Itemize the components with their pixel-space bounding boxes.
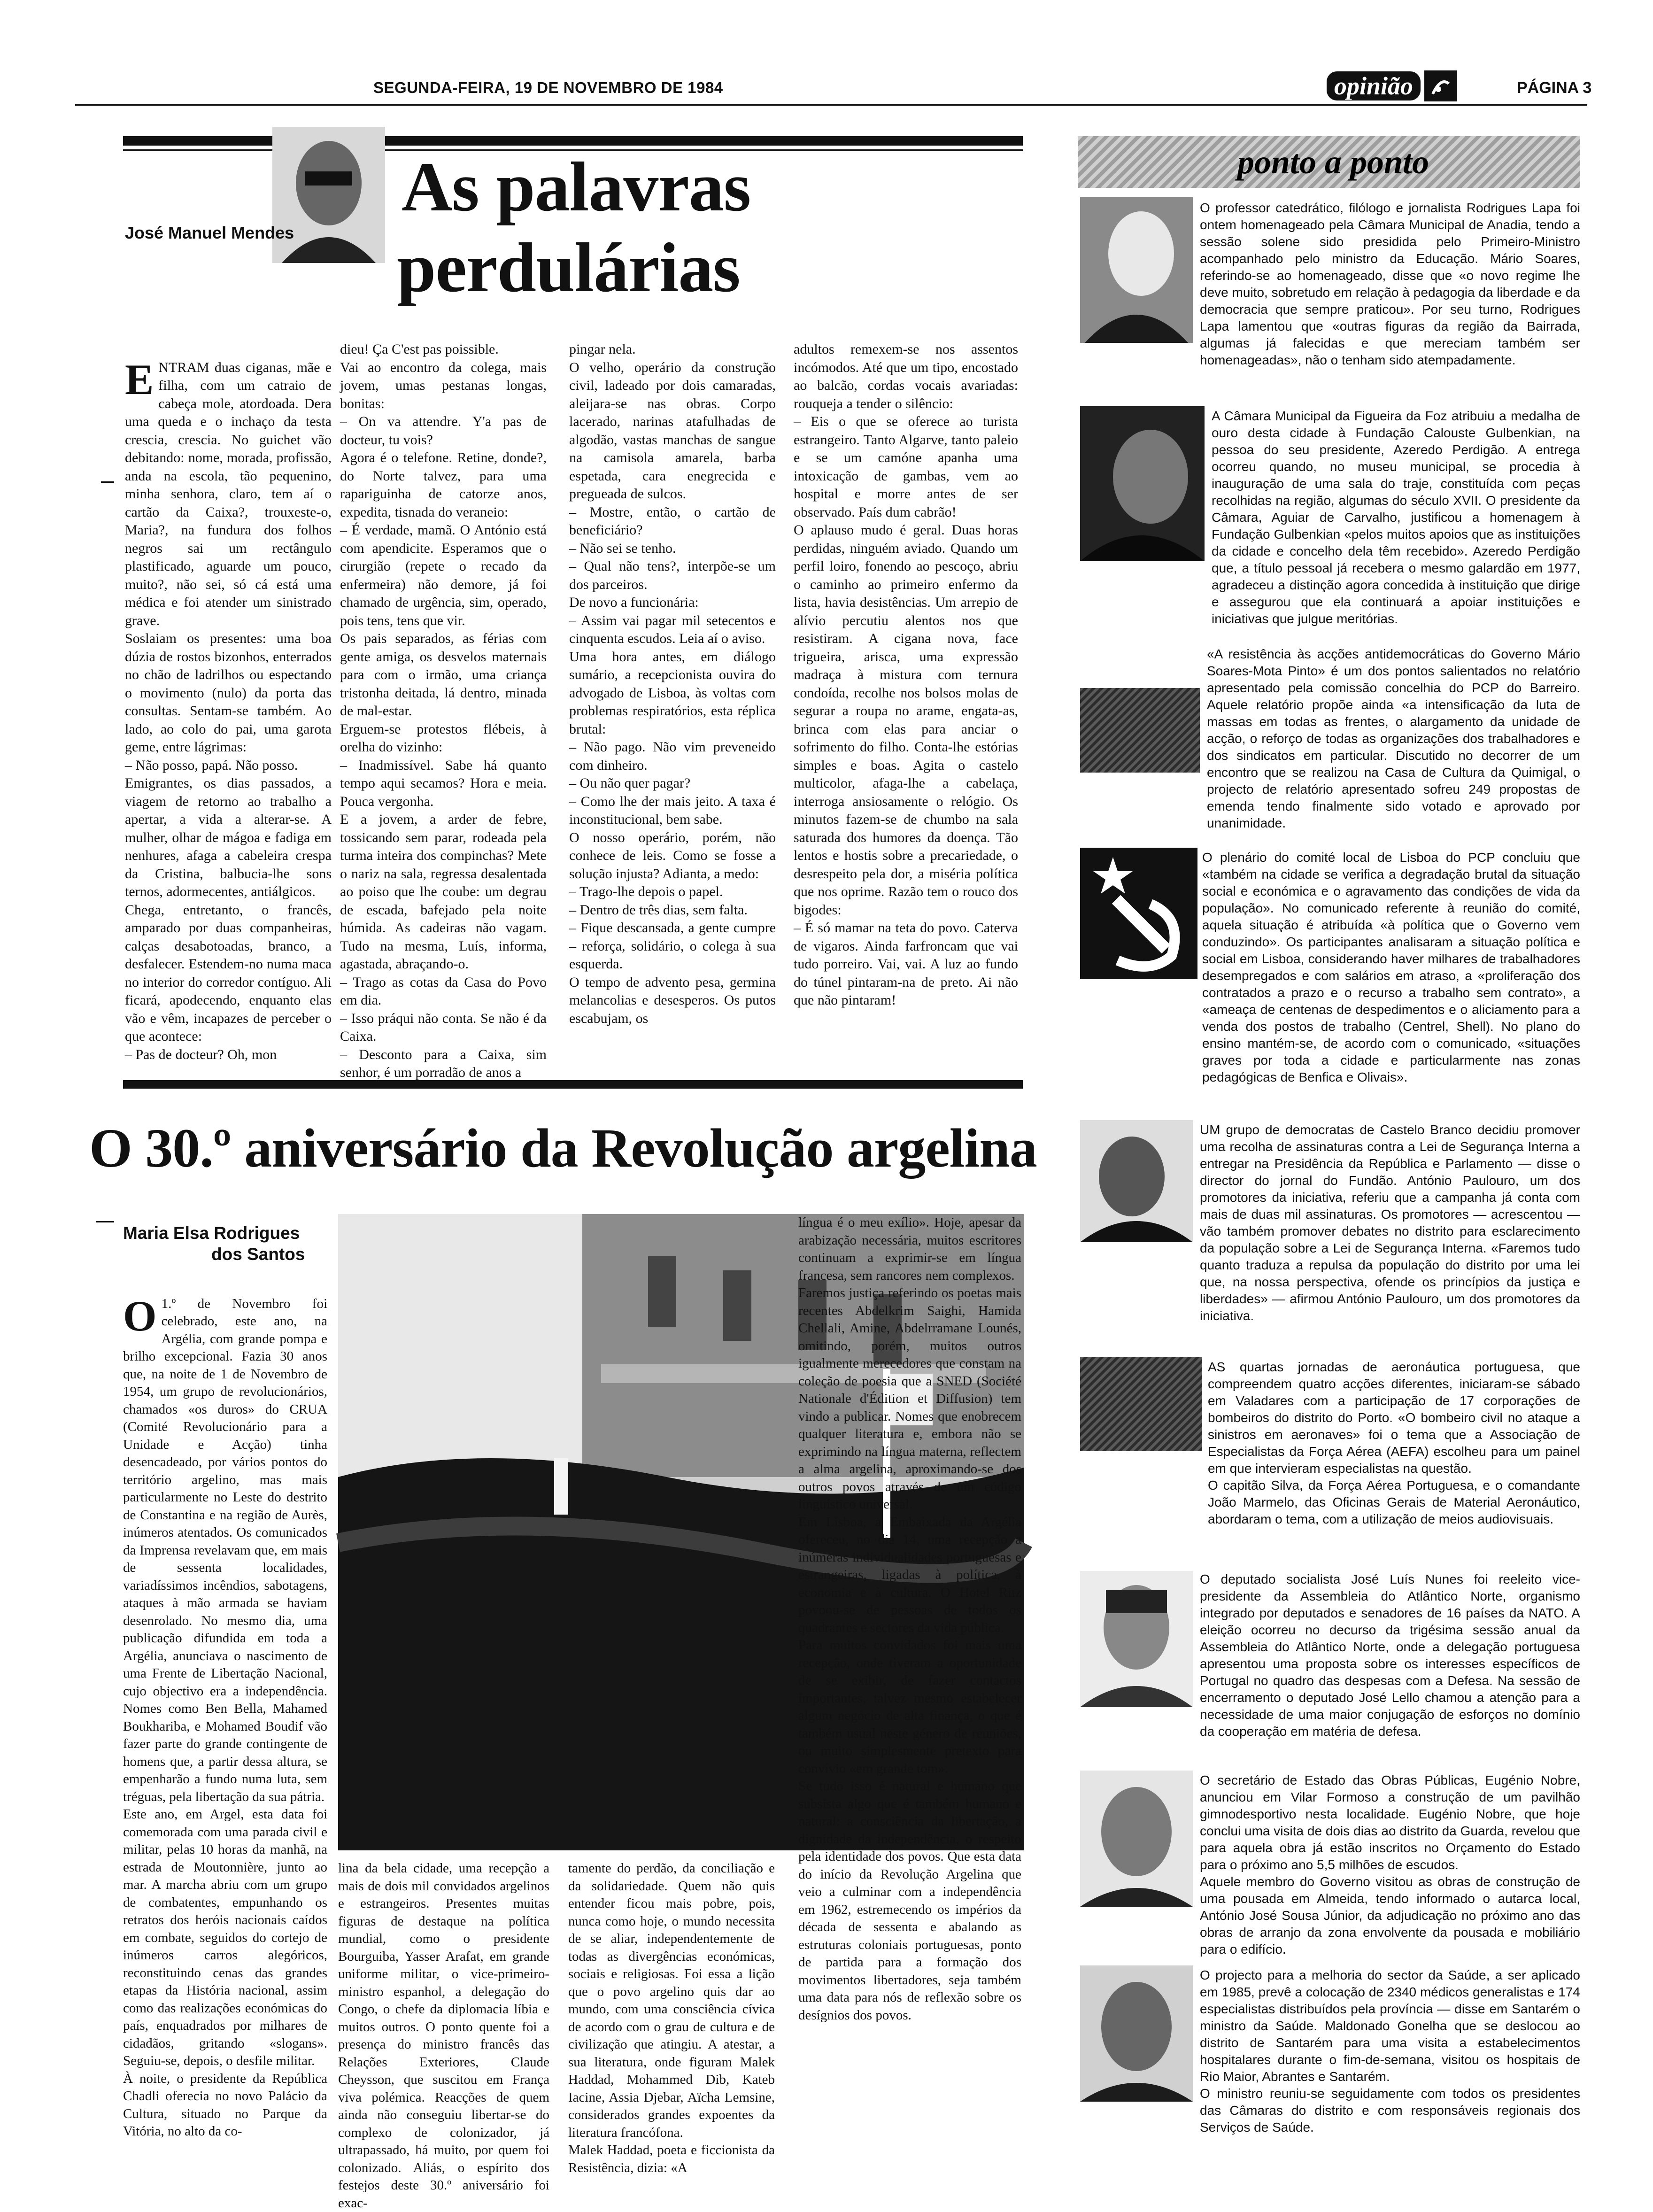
article1-column-2: dieu! Ça C'est pas poissible. Vai ao encontro da colega, mais jovem, umas pestanas longas, bonitas: – On va attendre. Y'a pas de docteur, tu vois? Agora é o telefone. Retine, donde?, do Norte talvez, para uma rapariguinha de catorze anos, expedita, tisnada do veraneio: – É verdade, mamã. O António está com apendicite. Esperamos que o cirurgião (repete o recado da enfermeira) não demore, já foi chamado de urgência, sim, operado, pois tens, tens que vir. Os pais separados, as férias com gente amiga, os desvelos maternais para com o irmão, uma criança tristonha deitada, lá dentro, minada de mal-estar. Erguem-se protestos flébeis, à orelha do vizinho: – Inadmissível. Sabe há quanto tempo aqui secamos? Hora e meia. Pouca vergonha. E a jovem, a arder de febre, tossicando sem parar, rodeada pela turma inteira dos compinchas? Mete o nariz na sala, regressa desalentada ao poiso que lhe coube: um degrau de escada, bafejado pela noite húmida. As cadeiras não vagam. Tudo na mesma, Luís, informa, agastada, abraçando-o. – Trago as cotas da Casa do Povo em dia. – Isso práqui não conta. Se não é da Caixa. – Desconto para a Caixa, sim senhor, é um porradão de anos a: [340, 341, 547, 1080]
article2-column-4: língua é o meu exílio». Hoje, apesar da arabização necessária, muitos escritores continuam a exprimir-se em língua francesa, sem rancores nem complexos. Faremos justiça referindo os poetas mais recentes Abdelkrim Saighi, Hamida Chellali, Amine, Abdelrramane Lounés, omitindo, porém, muitos outros igualmente merecedores que constam na coleção de poesia que a SNED (Société Nationale d'Édition et Diffusion) tem vindo a publicar. Nomes que enobrecem qualquer literatura e, embora não se exprimindo na língua materna, reflectem a alma argelina, aproximando-se dos outros povos através de um código linguístico universal. Em Lisboa, a Embaixada da Argélia ofereceu, no dia 14, uma recepção a inúmeras individualidades portuguesas e estrangeiras, ligadas à política, à economia e à cultura. O Hotel Ritz povoou-se de pessoas de todos os quadrantes e sectores da vida pública. Para muitos convidados foi mais uma recepção, onde tiveram a oportunidade de se exibir, de fazer contactos importantes, talvez mesmo estabelecer algum negócio de alta finança, o que é também usual neste género de reuniões, ou muito simplesmente pretexto para convívio «em grande tom». Se tudo isso é natural e humano que subsista algo que é também humano e natural: a consciência da libertação, a dignidade da independência, o respeito pela identidade dos povos. Que esta data do início da Revolução Argelina que veio a culminar com a independência em 1962, estremecendo os impérios da década de sessenta e abalando as estruturas coloniais portuguesas, ponto de partida para a formação dos movimentos libertadores, seja também uma data para nós de reflexão sobre os desígnios dos povos.: [798, 1215, 1021, 2023]
article1-title-line1: As palavras: [402, 148, 751, 226]
article2-column-3: tamente do perdão, da conciliação e da solidariedade. Quem não quis entender ficou mais pobre, pois, nunca como hoje, o mundo necessita de se aliar, independentemente de todas as divergências económicas, sociais e religiosas. Foi essa a lição que o povo argelino quis dar ao mundo, com uma consciência cívica de acordo com o grau de cultura e de civilização que atingiu. A atestar, a sua literatura, onde figuram Malek Haddad, Mohammed Dib, Kateb Iacine, Assia Djebar, Aïcha Lemsine, considerados grandes expoentes da literatura francófona. Malek Haddad, poeta e ficcionista da Resistência, dizia: «A: [568, 1861, 775, 2175]
margin-mark: [96, 1221, 114, 1222]
sidebar-item-9: O projecto para a melhoria do sector da Saúde, a ser aplicado em 1985, prevê a colocação de 2340 médicos generalistas e 174 especialistas distribuídos pela província — disse em Santarém o ministro da Saúde. Maldonado Gonelha que se deslocou ao distrito de Santarém para uma visita a estabelecimentos hospitalares durante o fim-de-semana, visitou os hospitais de Rio Maior, Abrantes e Santarém. O ministro reuniu-se seguidamente com todos os presidentes das Câmaras do distrito e com responsáveis regionais dos Serviços de Saúde.: [1200, 1968, 1580, 2135]
sidebar-item-6: AS quartas jornadas de aeronáutica portuguesa, que compreendem quatro acções diferentes, iniciaram-se sábado em Valadares com a participação de 17 corporações de bombeiros do distrito do Porto. «O bombeiro civil no ataque a sinistros em aeronaves» foi o tema que a Associação de Especialistas da Força Aérea (AEFA) escolheu para um painel em que intervieram especialistas na questão. O capitão Silva, da Força Aérea Portuguesa, e o comandante João Marmelo, das Oficinas Gerais de Material Aeronáutico, abordaram o tema, com a utilização de meios audiovisuais.: [1208, 1360, 1580, 1526]
article2-author-line1: Maria Elsa Rodrigues: [123, 1223, 300, 1243]
dropcap: O: [123, 1292, 157, 1340]
sidebar-item-8: O secretário de Estado das Obras Públicas, Eugénio Nobre, anunciou em Vilar Formoso a construção de um pavilhão gimnodesportivo nesta localidade. Eugénio Nobre, que hoje conclui uma visita de dois dias ao distrito da Guarda, revelou que para aquela obra já estão inscritos no Orçamento do Estado para o próximo ano 5,5 milhões de escudos. Aquele membro do Governo visitou as obras de construção de uma pousada em Almeida, tendo informado o autarca local, António José Sousa Júnior, da adjudicação no próximo ano das obras de arranjo da zona envolvente da pousada e mobiliário para o edifício.: [1200, 1773, 1580, 1957]
article1-author: José Manuel Mendes: [125, 223, 294, 242]
sidebar-title: ponto a ponto: [1237, 143, 1429, 181]
article2-author-line2: dos Santos: [211, 1245, 305, 1264]
pcp-emblem-icon: [1080, 848, 1197, 979]
page-number: PÁGINA 3: [1517, 79, 1592, 97]
photo-maldonado-gonelha: [1080, 1965, 1193, 2102]
photo-jose-luis-nunes: [1080, 1571, 1193, 1707]
photo-rodrigues-lapa: [1080, 197, 1193, 343]
article1-title-line2: perdulárias: [397, 229, 740, 307]
article1-bottom-bar: [123, 1080, 1023, 1089]
photo-barreiro: [1080, 688, 1200, 773]
photo-azeredo-perdigao: [1080, 406, 1205, 561]
article1-top-bar: [123, 136, 1023, 146]
margin-mark: [101, 481, 114, 483]
sidebar-item-7: O deputado socialista José Luís Nunes foi reeleito vice-presidente da Assembleia do Atlântico Norte, organismo integrado por deputados e senadores de 16 países da NATO. A eleição ocorreu no decurso da trigésima sessão anual da Assembleia do Atlântico Norte, onde a delegação portuguesa apresentou uma proposta sobre os interesses específicos de Portugal no quadro das despesas com a Defesa. Na sessão de encerramento o deputado José Lello chamou a atenção para a necessidade de uma maior conjugação de esforços no domínio da cooperação em matéria de defesa.: [1200, 1572, 1580, 1739]
sidebar-title-banner: [1078, 136, 1580, 188]
article2-column-2: lina da bela cidade, uma recepção a mais de dois mil convidados argelinos e estrangeiros. Presentes muitas figuras de destaque na política mundial, como o presidente Bourguiba, Yasser Arafat, em grande uniforme militar, o vice-primeiro-ministro espanhol, a delegação do Congo, o chefe da diplomacia líbia e muitos outros. O ponto quente foi a presença do ministro francês das Relações Exteriores, Claude Cheysson, que suscitou em França viva polémica. Reacções de quem ainda não conseguiu libertar-se do complexo de colonizador, já ultrapassado, há muito, por quem foi colonizado. Aliás, o espírito dos festejos deste 30.º aniversário foi exac-: [338, 1861, 549, 2211]
party-emblem-icon: [1424, 70, 1457, 101]
dropcap: E: [125, 355, 154, 403]
photo-antonio-paulouro: [1080, 1120, 1193, 1242]
sidebar-item-2: A Câmara Municipal da Figueira da Foz atribuiu a medalha de ouro desta cidade à Fundação Calouste Gulbenkian, na pessoa do seu presidente, Azeredo Perdigão. A entrega ocorreu quando, no museu municipal, se procedia à inauguração de uma sala do traje, constituída com peças recolhidas na região, algumas do século XVII. O presidente da Câmara, Aguiar de Carvalho, justificou a homenagem à Fundação Gulbenkian «pelos muitos apoios que as instituições da cidade e concelho dela têm recebido». Azeredo Perdigão que, a título pessoal já recebera o mesmo galardão em 1977, agradeceu a distinção agora concedida à instituição que dirige e assegurou que ela continuará a apoiar instituições e iniciativas que julgue meritórias.: [1212, 409, 1580, 626]
masthead-rule: [75, 104, 1587, 106]
sidebar-item-1: O professor catedrático, filólogo e jornalista Rodrigues Lapa foi ontem homenageado pela Câmara Municipal de Anadia, tendo a sessão solene sido presidida pelo Primeiro-Ministro acompanhado pelo ministro da Educação. Mário Soares, referindo-se ao homenageado, disse que «o novo regime lhe deve muito, sobretudo em relação à pedagogia da liberdade e da democracia que sempre praticou». Por seu turno, Rodrigues Lapa lamentou que «outras figuras da região da Bairrada, algumas já falecidas e que mereciam também ser homenageadas», não o tenham sido atempadamente.: [1200, 201, 1580, 367]
article1-column-1: ENTRAM duas ciganas, mãe e filha, com um catraio de cabeça mole, atordoada. Dera uma queda e o inchaço da testa crescia, crescia. No guichet vão debitando: nome, morada, profissão, anda na escola, tão pequenino, minha senhora, claro, tem aí o cartão da Caixa?, trouxeste-o, Maria?, na fundura dos folhos negros sai um rectângulo plastificado, aguarde um pouco, muito?, não sei, só cá está uma médica e foi atender um sinistrado grave. Soslaiam os presentes: uma boa dúzia de rostos bizonhos, enterrados no chão de ladrilhos ou espectando o movimento (nulo) da porta das consultas. Sentam-se também. Ao lado, ao colo do pai, uma garota geme, entre lágrimas: – Não posso, papá. Não posso. Emigrantes, os dias passados, a viagem de retorno ao trabalho a apertar, a vida a alterar-se. A mulher, olhar de mágoa e fadiga em nenhures, afaga a cabeleira crespa da Cristina, balbucia-lhe sons ternos, adormecentes, antiálgicos. Chega, entretanto, o francês, amparado por duas companheiras, calças desabotoadas, branco, a desfalecer. Estendem-no numa maca no interior do corredor contíguo. Ali ficará, apodecendo, enquanto elas vão e vêm, incapazes de perceber o que acontece: – Pas de docteur? Oh, mon: [125, 355, 332, 1062]
article2-title: O 30.º aniversário da Revolução argelina: [89, 1117, 1037, 1179]
article2-column-1: O 1.º de Novembro foi celebrado, este ano, na Argélia, com grande pompa e brilho excepcional. Fazia 30 anos que, na noite de 1 de Novembro de 1954, um grupo de revolucionários, chamados «os duros» do CRUA (Comité Revolucionário para a Unidade e Acção) tinha desencadeado, por vários pontos do território argelino, mas mais particularmente no Leste do destrito de Constantina e na região de Aurès, inúmeros atentados. Os comunicados da Imprensa revelavam que, em mais de sessenta localidades, variadíssimos incêndios, sabotagens, ataques à mão armada se haviam desenrolado. No mesmo dia, uma publicação difundida em toda a Argélia, anunciava o nascimento de uma Frente de Libertação Nacional, cujo objectivo era a independência. Nomes como Ben Bella, Mahamed Boukhariba, e Mohamed Boudif vão fazer parte do grande contingente de homens que, a partir dessa altura, se empenharão a fundo numa luta, sem tréguas, pela libertação da sua pátria. Este ano, em Argel, esta data foi comemorada com uma parada civil e militar, pelas 10 horas da manhã, na estrada de Moutonnière, junto ao mar. A marcha abriu com um grupo de combatentes, empunhando os retratos dos heróis nacionais caídos em combate, seguidos do cortejo de inúmeros carros alegóricos, reconstituindo cenas das grandes etapas da História nacional, assim como das realizações económicas do país, enquadrados por milhares de cidadãos, gritando «slogans». Seguiu-se, depois, o desfile militar. À noite, o presidente da República Chadli oferecia no novo Palácio da Cultura, situado no Parque da Vitória, no alto da co-: [123, 1292, 327, 2139]
section-name: opinião: [1327, 71, 1421, 101]
sidebar-item-5: UM grupo de democratas de Castelo Branco decidiu promover uma recolha de assinaturas contra a Lei de Segurança Interna a entregar na Presidência da República e Parlamento — disse o director do jornal do Fundão. António Paulouro, um dos promotores da iniciativa, referiu que a campanha já conta com mais de duas mil assinaturas. Os promotores — acrescentou — vão também promover debates no distrito para esclarecimento da população sobre a Lei de Segurança Interna. «Faremos tudo quanto traduza a repulsa da população do distrito por uma lei que, na nossa perspectiva, ofende os princípios da justiça e liberdades» — afirmou António Paulouro, um dos promotores da iniciativa.: [1200, 1122, 1580, 1323]
article1-column-3: pingar nela. O velho, operário da construção civil, ladeado por dois camaradas, aleijara-se nas obras. Corpo lacerado, narinas atafulhadas de algodão, vastas manchas de sangue na camisola amarela, barba espetada, cara enegrecida e pregueada de sulcos. – Mostre, então, o cartão de beneficiário? – Não sei se tenho. – Qual não tens?, interpõe-se um dos parceiros. De novo a funcionária: – Assim vai pagar mil setecentos e cinquenta escudos. Leia aí o aviso. Uma hora antes, em diálogo sumário, a recepcionista ouvira do advogado de Lisboa, às voltas com problemas respiratórios, esta réplica brutal: – Não pago. Não vim preveneido com dinheiro. – Ou não quer pagar? – Como lhe der mais jeito. A taxa é inconstitucional, bem sabe. O nosso operário, porém, não conhece de leis. Como se fosse a solução injusta? Adianta, a medo: – Trago-lhe depois o papel. – Dentro de três dias, sem falta. – Fique descansada, a gente cumpre – reforça, solidário, o colega à sua esquerda. O tempo de advento pesa, germina melancolias e desesperos. Os putos escabujam, os: [569, 341, 776, 1026]
photo-eugenio-nobre: [1080, 1771, 1193, 1907]
masthead-date: SEGUNDA-FEIRA, 19 DE NOVEMBRO DE 1984: [373, 79, 723, 96]
sidebar-item-3: «A resistência às acções antidemocráticas do Governo Mário Soares-Mota Pinto» é um dos pontos salientados no relatório apresentado pela comissão concelhia do PCP do Barreiro. Aquele relatório propõe ainda «a intensificação da luta de massas em todas as frentes, o alargamento da unidade de acção, o reforço de todas as organizações dos trabalhadores e dos sindicatos em particular. Discutido no decorrer de um encontro que se realizou na Casa de Cultura da Quimigal, o projecto de relatório apresentado sofreu 249 propostas de emenda tendo finalmente sido votado e aprovado por unanimidade.: [1207, 647, 1580, 830]
sidebar-item-4: O plenário do comité local de Lisboa do PCP concluiu que «também na cidade se verifica a degradação brutal da situação social e económica e o agravamento das condições de vida da população». No comunicado referente à reunião do comité, aquela situação é atribuída «à política que o Governo vem conduzindo». Os participantes analisaram a situação política e social em Lisboa, considerando haver milhares de trabalhadores desempregados e com salários em atraso, a «proliferação dos contratados a prazo e o recurso a trabalho sem contrato», a «ameaça de centenas de despedimentos e o aliciamento para a venda dos postos de trabalho (Centrel, Shell). No plano do ensino mantém-se, de acordo com o comunicado, «situações graves por toda a cidade e particularmente nas zonas pedagógicas de Benfica e Olivais».: [1202, 850, 1580, 1084]
photo-aeronautica: [1080, 1357, 1202, 1451]
article1-column-4: adultos remexem-se nos assentos incómodos. Até que um tipo, encostado ao balcão, cordas vocais avariadas: rouqueja a tender o silêncio: – Eis o que se oferece ao turista estrangeiro. Tanto Algarve, tanto paleio e se um camóne apanha uma intoxicação de gambas, vem ao hospital e morre antes de ser observado. País dum cabrão! O aplauso mudo é geral. Duas horas perdidas, ninguém aviado. Quando um perfil loiro, fonendo ao pescoço, abriu o caminho ao primeiro enfermo da lista, havia desistências. Um arrepio de alívio percutiu alentos nos que resistiram. A cigana nova, face trigueira, arisca, uma expressão madraça à mistura com ternura condoída, recolhe nos bolsos molas de segurar a roupa no arame, engata-as, brinca com elas para anciar o sofrimento do filho. Conta-lhe estórias simples e boas. Agita o castelo multicolor, afaga-lhe a cabelaça, interroga ansiosamente o relógio. Os minutos fazem-se de chumbo na sala saturada dos humores da doença. Tão lentos e hostis sobre a precariedade, o desrespeito pela dor, a miséria política que nos oprime. Razão tem o rouco dos bigodes: – É só mamar na teta do povo. Caterva de vigaros. Ainda farfroncam que vai tudo porreiro. Vai, vai. A luz ao fundo do túnel pintaram-na de preto. Ai não que não pintaram!: [794, 341, 1018, 1008]
section-logo: [1327, 70, 1457, 102]
